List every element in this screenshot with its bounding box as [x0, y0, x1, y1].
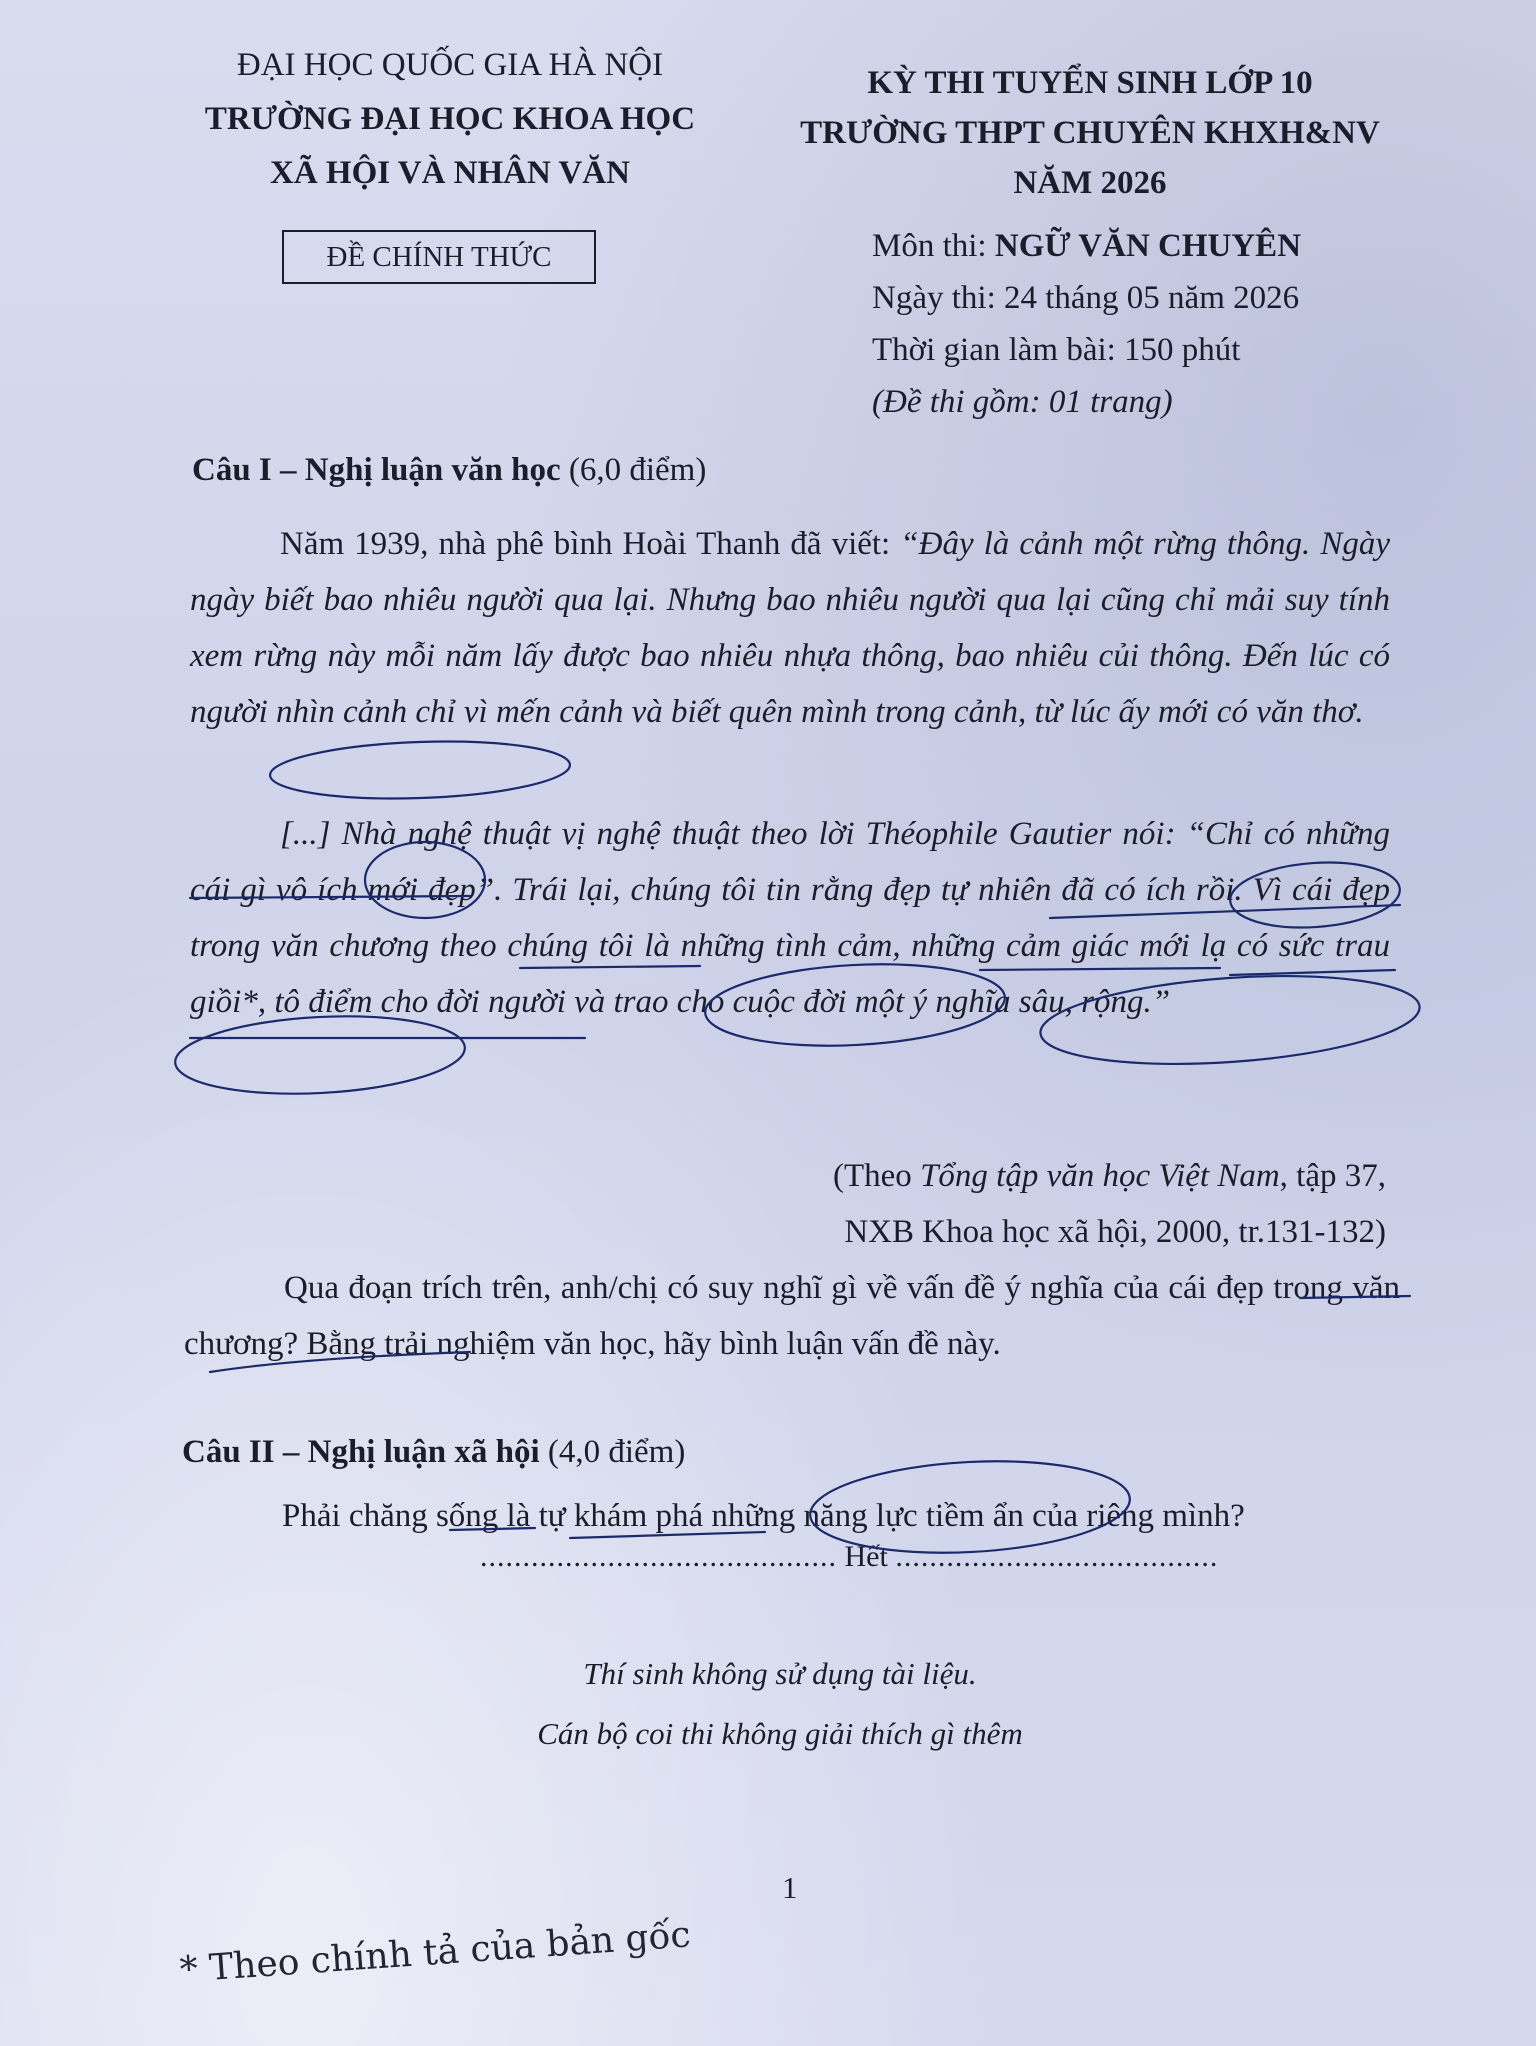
exam-duration: Thời gian làm bài: 150 phút — [872, 332, 1241, 368]
page-count: (Đề thi gồm: 01 trang) — [872, 384, 1173, 420]
quote-intro: Năm 1939, nhà phê bình Hoài Thanh đã viết: — [280, 526, 901, 562]
source-line2: NXB Khoa học xã hội, 2000, tr.131-132) — [844, 1214, 1386, 1250]
handwritten-note: * Theo chính tả của bản gốc — [178, 1914, 692, 1991]
school-name-line1: TRƯỜNG ĐẠI HỌC KHOA HỌC — [204, 101, 696, 137]
question1-prompt: Qua đoạn trích trên, anh/chị có suy nghĩ gì về vấn đề ý nghĩa của cái đẹp trong văn chương? Bằng trải nghiệm văn học, hãy bình luận vấn đề này. — [184, 1270, 1400, 1362]
header-left — [160, 38, 740, 200]
quote-part1: “Đây là cảnh một rừng thông. Ngày ngày biết bao nhiêu người qua lại. Nhưng bao nhiêu người qua lại cũng chỉ mải suy tính xem rừng này mỗi năm lấy được bao nhiêu nhựa thông, bao nhiêu củi thông. Đến lúc có người nhìn cảnh chỉ vì mến cảnh và biết quên mình trong cảnh, từ lúc ấy mới có văn thơ. — [190, 526, 1390, 730]
page-number: 1 — [782, 1870, 798, 1905]
question2-title: Câu II – Nghị luận xã hội (4,0 điểm) — [182, 1434, 686, 1470]
question1-quote-paragraph1 — [190, 516, 1390, 740]
official-exam-box: ĐỀ CHÍNH THỨC — [282, 230, 596, 284]
source-line1: (Theo Tổng tập văn học Việt Nam, tập 37, — [833, 1158, 1386, 1194]
exam-school: TRƯỜNG THPT CHUYÊN KHXH&NV — [800, 115, 1380, 151]
question1-title: Câu I – Nghị luận văn học (6,0 điểm) — [192, 452, 707, 488]
exam-title: KỲ THI TUYỂN SINH LỚP 10 — [867, 65, 1313, 101]
footer-note-1: Thí sinh không sử dụng tài liệu. — [583, 1656, 977, 1691]
school-name-line2: XÃ HỘI VÀ NHÂN VĂN — [270, 155, 630, 191]
exam-date: Ngày thi: 24 tháng 05 năm 2026 — [872, 280, 1300, 316]
exam-meta — [872, 220, 1301, 428]
subject-value: NGỮ VĂN CHUYÊN — [994, 228, 1302, 264]
circle-annotation — [269, 737, 571, 803]
footer-note-2: Cán bộ coi thi không giải thích gì thêm — [537, 1716, 1023, 1751]
header-right — [760, 58, 1420, 208]
question1-quote-paragraph2: [...] Nhà nghệ thuật vị nghệ thuật theo lời Théophile Gautier nói: “Chỉ có những cái gì vô ích mới đẹp”. Trái lại, chúng tôi tin rằng đẹp tự nhiên đã có ích rồi. Vì cái đẹp trong văn chương theo chúng tôi là những tình cảm, những cảm giác mới lạ có sức trau giồi*, tô điểm cho đời người và trao cho cuộc đời một ý nghĩa sâu, rộng.” — [190, 816, 1390, 1020]
exam-year: NĂM 2026 — [1013, 165, 1167, 201]
quote-source — [833, 1148, 1386, 1260]
question2-prompt: Phải chăng sống là tự khám phá những năng lực tiềm ẩn của riêng mình? — [282, 1498, 1245, 1534]
university-name: ĐẠI HỌC QUỐC GIA HÀ NỘI — [236, 47, 664, 83]
end-marker: .......................................... Hết ...................................... — [480, 1540, 1219, 1573]
subject-line: Môn thi: NGỮ VĂN CHUYÊN — [872, 228, 1302, 264]
